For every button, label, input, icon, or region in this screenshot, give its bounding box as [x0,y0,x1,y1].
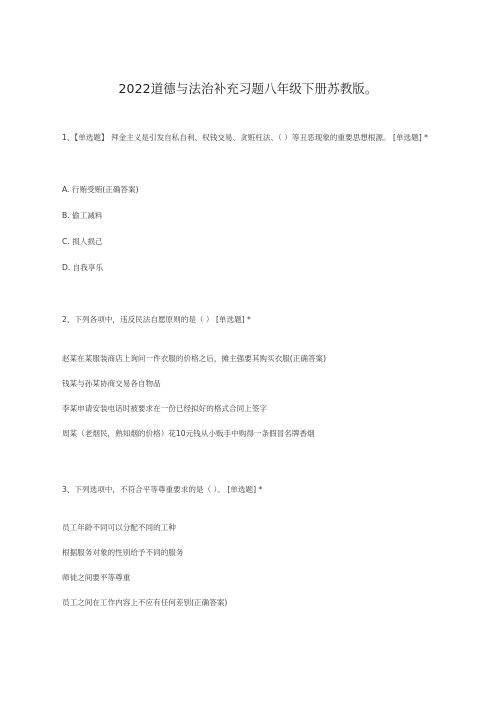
question-3-option-3: 师徒之间要平等尊重 [62,573,131,582]
question-1-option-a: A. 行贿受贿(正确答案) [62,185,139,194]
question-3-option-1: 员工年龄不同可以分配不同的工种 [62,523,176,532]
question-2-stem: 2、下列各项中，违反民法自愿原则的是（ ） [单选题] * [62,315,251,324]
question-2-option-2: 钱某与孙某协商交易各自物品 [62,379,161,388]
question-2-option-3: 李某申请安装电话时被要求在一份已经拟好的格式合同上签字 [62,404,268,413]
question-3-option-2: 根据服务对象的性别给予不同的服务 [62,548,184,557]
question-3-stem: 3、下列选项中，不符合平等尊重要求的是（ ）。 [单选题] * [62,485,263,494]
question-2-option-4: 周某（老烟民，熟知烟的价格）花10元钱从小贩手中购得一条假冒名牌香烟 [62,429,315,438]
page-title: 2022道德与法治补充习题八年级下册苏教版。 [118,81,378,96]
question-3-option-4: 员工之间在工作内容上不应有任何差别(正确答案) [62,598,228,607]
question-1-option-b: B. 偷工减料 [62,211,103,220]
question-1-stem: 1、【单选题】 拜金主义是引发自私自利、权钱交易、贪赃枉法、（ ）等丑恶现象的重要思想根源。 [单选题] * [62,133,428,142]
question-1-option-d: D. 自我享乐 [62,263,104,272]
question-2-option-1: 赵某在某服装商店上询问一件衣服的价格之后，摊主强要其购买衣服(正确答案) [62,354,327,363]
question-1-option-c: C. 损人损己 [62,237,103,246]
